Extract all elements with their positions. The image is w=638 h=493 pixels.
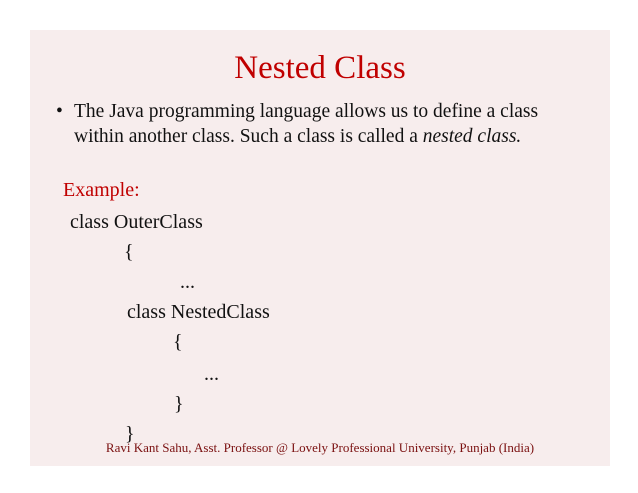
bullet-text-emphasis: nested class.: [422, 125, 522, 147]
slide-title: Nested Class: [234, 50, 406, 86]
slide-footer: Ravi Kant Sahu, Asst. Professor @ Lovely Professional University, Punjab (India): [105, 440, 535, 455]
code-line-ellipsis-nested: ...: [204, 363, 219, 385]
code-line-open-brace-nested: {: [173, 331, 183, 353]
bullet-text-main: The Java programming language allows us to define a class within another class. Such a class is called a: [74, 101, 539, 147]
code-line-open-brace-outer: {: [124, 241, 134, 263]
code-line-outer-class: class OuterClass: [70, 211, 203, 233]
example-label: Example:: [63, 179, 140, 201]
bullet-marker: •: [56, 101, 63, 122]
code-line-close-brace-nested: }: [174, 393, 184, 415]
code-line-nested-class: class NestedClass: [127, 301, 270, 323]
bullet-text: [74, 100, 554, 149]
code-line-ellipsis-outer: ...: [180, 271, 195, 293]
slide: [30, 30, 610, 466]
code-line-close-brace-outer: }: [125, 423, 135, 445]
